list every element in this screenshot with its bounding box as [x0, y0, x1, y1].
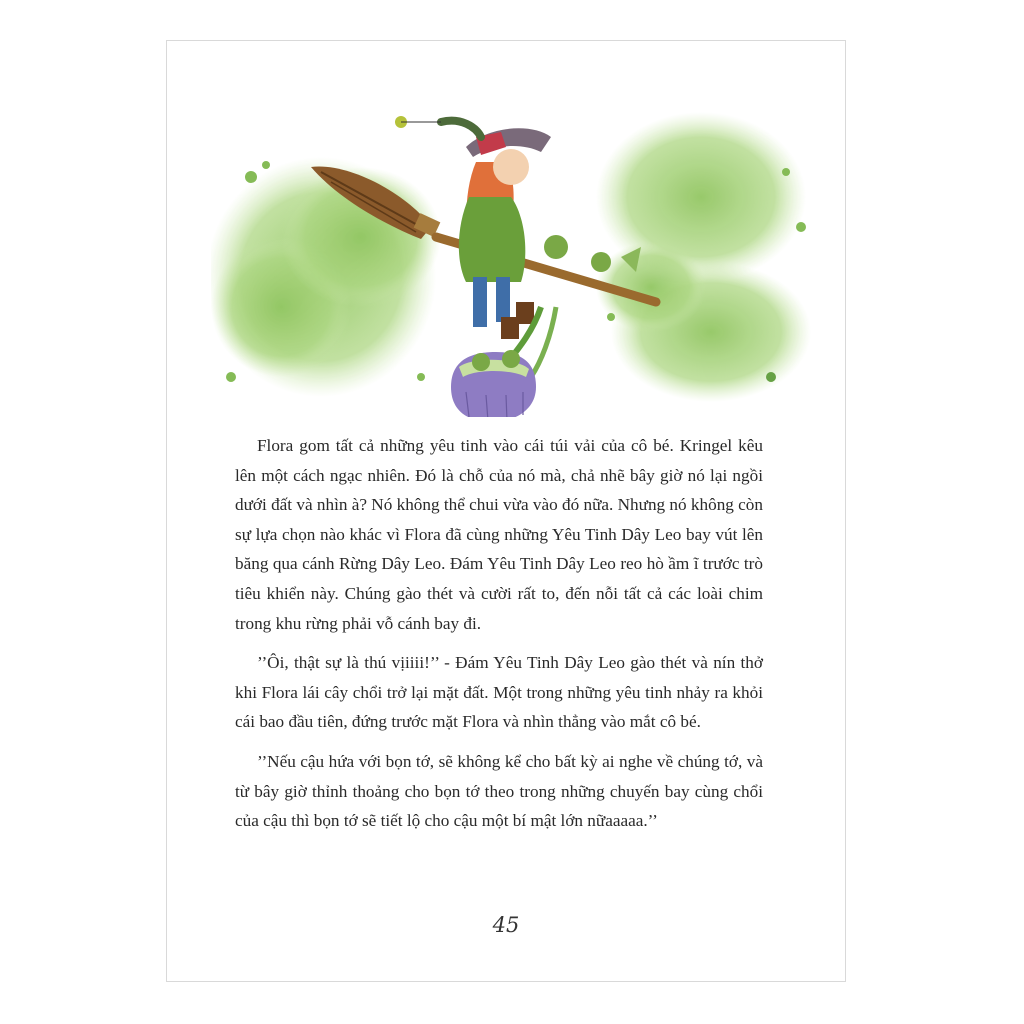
witch-on-broom-illustration — [211, 77, 811, 417]
left-foliage — [211, 157, 441, 397]
paragraph-2: ’’Ôi, thật sự là thú vịiiii!’’ - Đám Yêu Tinh Dây Leo gào thét và nín thở khi Flora lái cây chổi trở lại mặt đất. Một trong những yêu tinh nhảy ra khỏi cái bao đầu tiên, đứng trước mặt Flora và nhìn thẳng vào mắt cô bé. — [235, 653, 763, 732]
page-number: 45 — [492, 913, 520, 937]
sack-of-elves — [451, 350, 536, 417]
story-text — [235, 431, 763, 846]
book-page — [166, 40, 846, 982]
paragraph-3: ’’Nếu cậu hứa với bọn tớ, sẽ không kể cho bất kỳ ai nghe về chúng tớ, và từ bây giờ thỉnh thoảng cho bọn tớ theo trong những chuyến bay cùng chổi của cậu thì bọn tớ sẽ tiết lộ cho cậu một bí mật lớn nữaaaaa.’’ — [235, 751, 763, 831]
paragraph-1: Flora gom tất cả những yêu tinh vào cái túi vải của cô bé. Kringel kêu lên một cách ngạc nhiên. Đó là chỗ của nó mà, chả nhẽ bây giờ nó lại ngồi dưới đất và nhìn à? Nó không thể chui vừa vào đó nữa. Nhưng nó không còn sự lựa chọn nào khác vì Flora đã cùng những Yêu Tinh Dây Leo bay vút lên băng qua cánh Rừng Dây Leo. Đám Yêu Tinh Dây Leo reo hò ầm ĩ trước trò tiêu khiển này. Chúng gào thét và cười rất to, đến nỗi tất cả các loài chim trong khu rừng phải vỗ cánh bay đi. — [235, 436, 763, 633]
